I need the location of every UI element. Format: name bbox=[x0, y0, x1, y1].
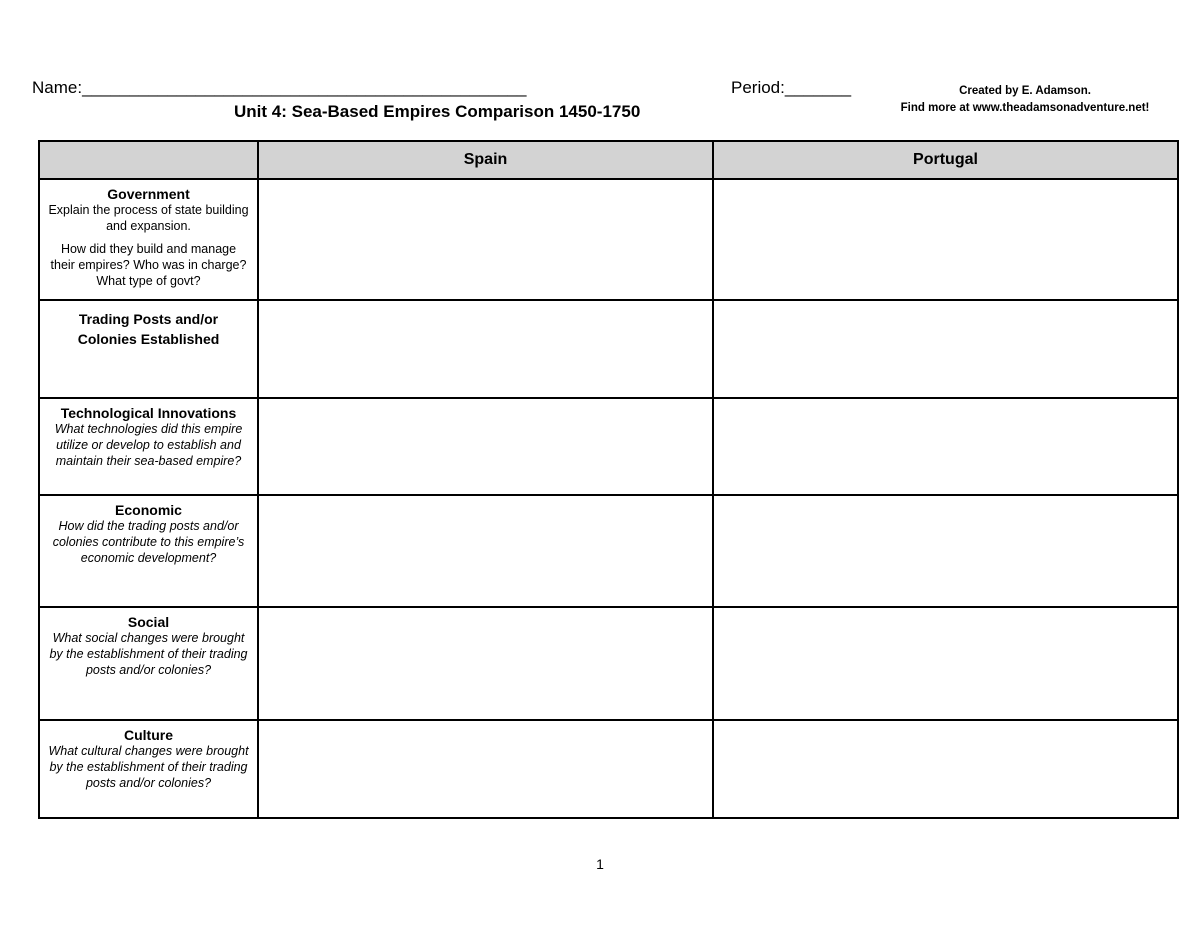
answer-cell-spain-economic[interactable] bbox=[258, 495, 713, 607]
row-header-culture bbox=[39, 720, 258, 818]
table-row bbox=[39, 398, 1178, 495]
table-header-row bbox=[39, 141, 1178, 179]
row-description: What cultural changes were brought by the establishment of their trading posts and/or colonies? bbox=[48, 744, 249, 790]
table-row bbox=[39, 179, 1178, 300]
answer-cell-spain-technology[interactable] bbox=[258, 398, 713, 495]
header-corner-cell bbox=[39, 141, 258, 179]
answer-cell-spain-social[interactable] bbox=[258, 607, 713, 720]
answer-cell-spain-culture[interactable] bbox=[258, 720, 713, 818]
row-description: What social changes were brought by the establishment of their trading posts and/or colonies? bbox=[49, 631, 248, 677]
row-title: Government bbox=[107, 186, 190, 202]
answer-cell-spain-trading-posts[interactable] bbox=[258, 300, 713, 398]
row-title: Trading Posts and/or Colonies Established bbox=[77, 311, 220, 347]
row-title: Technological Innovations bbox=[60, 405, 237, 421]
credit-author: Created by E. Adamson. bbox=[959, 85, 1091, 97]
answer-cell-portugal-government[interactable] bbox=[713, 179, 1178, 300]
table-row bbox=[39, 720, 1178, 818]
answer-cell-spain-government[interactable] bbox=[258, 179, 713, 300]
page-number: 1 bbox=[596, 856, 604, 872]
row-header-social bbox=[39, 607, 258, 720]
period-field-line[interactable]: Period:_______ bbox=[731, 78, 852, 97]
row-header-government bbox=[39, 179, 258, 300]
row-title: Social bbox=[127, 614, 170, 630]
row-description: How did the trading posts and/or colonies contribute to this empire’s economic development? bbox=[52, 519, 245, 565]
answer-cell-portugal-culture[interactable] bbox=[713, 720, 1178, 818]
answer-cell-portugal-economic[interactable] bbox=[713, 495, 1178, 607]
header-portugal: Portugal bbox=[713, 141, 1178, 179]
row-description-2: How did they build and manage their empires? Who was in charge? What type of govt? bbox=[50, 242, 247, 288]
answer-cell-portugal-social[interactable] bbox=[713, 607, 1178, 720]
creator-credit bbox=[880, 83, 1170, 117]
table-row bbox=[39, 607, 1178, 720]
row-header-economic bbox=[39, 495, 258, 607]
comparison-table bbox=[38, 140, 1179, 819]
header-spain: Spain bbox=[258, 141, 713, 179]
credit-website: Find more at www.theadamsonadventure.net! bbox=[900, 102, 1150, 114]
row-title: Economic bbox=[115, 502, 182, 518]
answer-cell-portugal-trading-posts[interactable] bbox=[713, 300, 1178, 398]
name-field-line[interactable]: Name:_______________________________________________ bbox=[32, 78, 527, 97]
table-row bbox=[39, 300, 1178, 398]
row-description: Explain the process of state building and expansion. bbox=[48, 203, 249, 233]
table-row bbox=[39, 495, 1178, 607]
row-title: Culture bbox=[124, 727, 173, 743]
row-header-trading-posts bbox=[39, 300, 258, 398]
row-description: What technologies did this empire utilize or develop to establish and maintain their sea-based empire? bbox=[54, 422, 243, 468]
row-header-technological-innovations bbox=[39, 398, 258, 495]
worksheet-title: Unit 4: Sea-Based Empires Comparison 1450-1750 bbox=[234, 102, 641, 121]
answer-cell-portugal-technology[interactable] bbox=[713, 398, 1178, 495]
